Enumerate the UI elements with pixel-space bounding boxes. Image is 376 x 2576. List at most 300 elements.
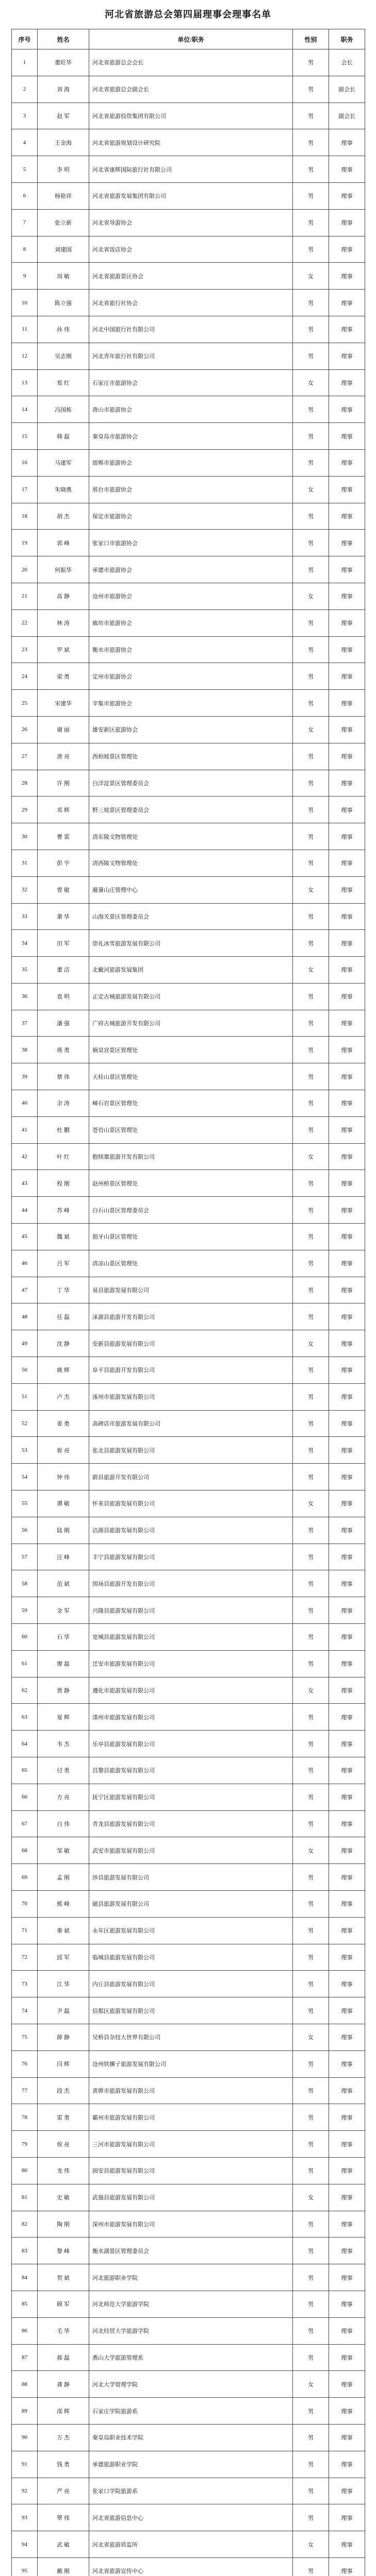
row-index: 4	[12, 129, 38, 156]
member-unit: 北戴河旅游发展集团	[89, 957, 293, 984]
member-name: 郑 红	[38, 369, 89, 396]
member-unit: 河北省旅游宣传中心	[89, 2557, 293, 2576]
member-role: 理事	[329, 1143, 365, 1170]
member-name: 何振华	[38, 556, 89, 583]
member-role: 理事	[329, 476, 365, 503]
member-name: 尹 磊	[38, 1997, 89, 2024]
member-gender: 男	[293, 396, 329, 423]
row-index: 19	[12, 530, 38, 556]
member-gender: 男	[293, 1704, 329, 1731]
member-unit: 正定古城旅游发展有限公司	[89, 983, 293, 1010]
member-unit: 涿州市旅游发展有限公司	[89, 1383, 293, 1410]
member-role: 理事	[329, 2291, 365, 2317]
member-gender: 女	[293, 957, 329, 984]
member-gender: 男	[293, 1517, 329, 1544]
member-name: 覃 伟	[38, 2504, 89, 2531]
member-unit: 围场县旅游开发有限公司	[89, 1570, 293, 1597]
member-gender: 男	[293, 1971, 329, 1997]
row-index: 36	[12, 983, 38, 1010]
table-row	[12, 1784, 365, 1810]
member-gender: 男	[293, 2050, 329, 2077]
member-unit: 武安市旅游发展有限公司	[89, 1837, 293, 1864]
row-index: 35	[12, 957, 38, 984]
member-gender: 男	[293, 1890, 329, 1917]
member-gender: 男	[293, 1864, 329, 1891]
member-role: 理事	[329, 2531, 365, 2558]
member-role: 理事	[329, 369, 365, 396]
member-unit: 河北省旅游规划设计研究院	[89, 129, 293, 156]
member-unit: 怀来县旅游发展有限公司	[89, 1490, 293, 1517]
table-row	[12, 850, 365, 876]
member-name: 万 杰	[38, 2424, 89, 2451]
member-name: 袁 明	[38, 983, 89, 1010]
member-name: 史 敏	[38, 2184, 89, 2211]
member-role: 理事	[329, 182, 365, 209]
member-role: 理事	[329, 1757, 365, 1784]
member-gender: 男	[293, 2398, 329, 2425]
row-index: 46	[12, 1250, 38, 1277]
member-name: 贺 斌	[38, 2264, 89, 2291]
row-index: 34	[12, 930, 38, 957]
member-role: 理事	[329, 1490, 365, 1517]
table-row	[12, 2531, 365, 2558]
member-role: 理事	[329, 1010, 365, 1037]
member-role: 理事	[329, 690, 365, 717]
table-row	[12, 2024, 365, 2050]
member-role: 理事	[329, 2184, 365, 2211]
member-role: 理事	[329, 556, 365, 583]
member-role: 理事	[329, 2398, 365, 2425]
row-index: 43	[12, 1170, 38, 1197]
row-index: 75	[12, 2024, 38, 2050]
member-unit: 石家庄学院旅游系	[89, 2398, 293, 2425]
member-name: 段 杰	[38, 2077, 89, 2104]
member-name: 曾 敏	[38, 876, 89, 903]
member-name: 刘建国	[38, 236, 89, 263]
member-role: 会长	[329, 49, 365, 76]
member-role: 理事	[329, 1116, 365, 1143]
row-index: 48	[12, 1303, 38, 1330]
table-row	[12, 476, 365, 503]
member-gender: 女	[293, 1837, 329, 1864]
row-index: 31	[12, 850, 38, 876]
table-row	[12, 2131, 365, 2158]
member-gender: 男	[293, 2264, 329, 2291]
member-gender: 男	[293, 556, 329, 583]
member-gender: 男	[293, 2451, 329, 2478]
row-index: 60	[12, 1624, 38, 1651]
member-name: 邓 辉	[38, 796, 89, 823]
member-role: 理事	[329, 316, 365, 343]
row-index: 79	[12, 2131, 38, 2158]
table-row	[12, 343, 365, 369]
member-name: 曹 雷	[38, 823, 89, 850]
member-role: 理事	[329, 1090, 365, 1117]
row-index: 14	[12, 396, 38, 423]
table-body	[12, 49, 365, 2576]
row-index: 22	[12, 609, 38, 636]
member-gender: 男	[293, 343, 329, 369]
table-row	[12, 1464, 365, 1490]
member-unit: 雄安新区旅游协会	[89, 716, 293, 743]
member-name: 龙 伟	[38, 2157, 89, 2184]
member-unit: 河北旅游职业学院	[89, 2264, 293, 2291]
table-row	[12, 2398, 365, 2425]
member-table	[11, 29, 365, 2576]
table-row	[12, 1437, 365, 1464]
row-index: 8	[12, 236, 38, 263]
member-unit: 沽源县旅游发展有限公司	[89, 1517, 293, 1544]
row-index: 55	[12, 1490, 38, 1517]
table-row	[12, 76, 365, 103]
member-name: 邵 辉	[38, 2398, 89, 2425]
member-role: 理事	[329, 129, 365, 156]
member-unit: 兴隆县旅游发展有限公司	[89, 1597, 293, 1624]
row-index: 90	[12, 2424, 38, 2451]
member-unit: 蔚县旅游开发有限公司	[89, 1464, 293, 1490]
row-index: 21	[12, 583, 38, 609]
table-row	[12, 2077, 365, 2104]
member-name: 侯 亮	[38, 2131, 89, 2158]
member-name: 崔 亮	[38, 1437, 89, 1464]
row-index: 30	[12, 823, 38, 850]
member-gender: 男	[293, 76, 329, 103]
member-name: 戴 刚	[38, 2557, 89, 2576]
member-role: 理事	[329, 1650, 365, 1677]
member-gender: 男	[293, 423, 329, 450]
table-row	[12, 663, 365, 690]
member-role: 理事	[329, 636, 365, 663]
member-unit: 阜平县旅游开发有限公司	[89, 1357, 293, 1384]
member-name: 吴志刚	[38, 343, 89, 369]
row-index: 91	[12, 2451, 38, 2478]
table-row	[12, 2451, 365, 2478]
header-cell: 性别	[293, 29, 329, 49]
table-row	[12, 1063, 365, 1090]
member-role: 理事	[329, 1677, 365, 1704]
member-gender: 男	[293, 530, 329, 556]
member-gender: 男	[293, 1224, 329, 1250]
row-index: 49	[12, 1330, 38, 1357]
member-role: 理事	[329, 1303, 365, 1330]
member-name: 魏 斌	[38, 1224, 89, 1250]
member-gender: 男	[293, 1197, 329, 1224]
member-role: 理事	[329, 1383, 365, 1410]
member-name: 石 华	[38, 1624, 89, 1651]
member-unit: 深州市旅游发展有限公司	[89, 2211, 293, 2238]
member-role: 理事	[329, 1357, 365, 1384]
table-row	[12, 636, 365, 663]
table-row	[12, 103, 365, 129]
member-name: 范 斌	[38, 1570, 89, 1597]
member-unit: 河北省饭店协会	[89, 236, 293, 263]
row-index: 85	[12, 2291, 38, 2317]
member-unit: 抱犊寨旅游开发有限公司	[89, 1143, 293, 1170]
table-row	[12, 2344, 365, 2371]
member-gender: 男	[293, 2344, 329, 2371]
row-index: 12	[12, 343, 38, 369]
member-gender: 男	[293, 1757, 329, 1784]
table-row	[12, 1597, 365, 1624]
member-gender: 男	[293, 903, 329, 930]
table-row	[12, 2504, 365, 2531]
member-role: 理事	[329, 1890, 365, 1917]
table-row	[12, 690, 365, 717]
member-name: 顾 军	[38, 2291, 89, 2317]
member-role: 理事	[329, 983, 365, 1010]
row-index: 69	[12, 1864, 38, 1891]
row-index: 18	[12, 503, 38, 530]
table-row	[12, 1303, 365, 1330]
row-index: 29	[12, 796, 38, 823]
member-gender: 男	[293, 1731, 329, 1757]
member-role: 理事	[329, 209, 365, 236]
member-name: 董旺华	[38, 49, 89, 76]
table-row	[12, 1810, 365, 1837]
member-name: 贾 静	[38, 1677, 89, 1704]
row-index: 64	[12, 1731, 38, 1757]
member-gender: 男	[293, 156, 329, 183]
member-name: 朱晓燕	[38, 476, 89, 503]
member-name: 马建军	[38, 449, 89, 476]
member-name: 韩 磊	[38, 423, 89, 450]
member-name: 汪 峰	[38, 1544, 89, 1570]
table-row	[12, 583, 365, 609]
member-gender: 男	[293, 1170, 329, 1197]
member-unit: 狼牙山景区管理处	[89, 1224, 293, 1250]
table-row	[12, 1250, 365, 1277]
member-role: 理事	[329, 2504, 365, 2531]
row-index: 57	[12, 1544, 38, 1570]
member-gender: 男	[293, 129, 329, 156]
member-unit: 天桂山景区管理处	[89, 1063, 293, 1090]
member-unit: 燕山大学旅游管理系	[89, 2344, 293, 2371]
member-unit: 河北省旅游信息中心	[89, 2504, 293, 2531]
row-index: 84	[12, 2264, 38, 2291]
row-index: 6	[12, 182, 38, 209]
table-row	[12, 1544, 365, 1570]
member-name: 杜 鹏	[38, 1116, 89, 1143]
member-gender: 女	[293, 263, 329, 290]
table-row	[12, 1944, 365, 1971]
row-index: 50	[12, 1357, 38, 1384]
member-name: 郝 磊	[38, 2344, 89, 2371]
table-row	[12, 209, 365, 236]
member-unit: 河北省旅游总会会长	[89, 49, 293, 76]
member-unit: 涞源县旅游开发有限公司	[89, 1303, 293, 1330]
table-row	[12, 876, 365, 903]
table-row	[12, 423, 365, 450]
member-unit: 张家口学院旅游系	[89, 2478, 293, 2504]
member-name: 唐 亮	[38, 743, 89, 770]
member-gender: 男	[293, 796, 329, 823]
member-gender: 男	[293, 983, 329, 1010]
member-unit: 河北省导游协会	[89, 209, 293, 236]
table-row	[12, 2104, 365, 2131]
member-role: 理事	[329, 423, 365, 450]
member-unit: 迁安市旅游发展有限公司	[89, 1650, 293, 1677]
member-name: 金 军	[38, 1597, 89, 1624]
table-row	[12, 930, 365, 957]
member-name: 付 勇	[38, 1757, 89, 1784]
member-unit: 安新县旅游发展有限公司	[89, 1330, 293, 1357]
member-unit: 河北青年旅行社有限公司	[89, 343, 293, 369]
member-role: 理事	[329, 903, 365, 930]
member-role: 理事	[329, 1330, 365, 1357]
member-name: 罗 斌	[38, 636, 89, 663]
table-row	[12, 1357, 365, 1384]
member-gender: 女	[293, 1330, 329, 1357]
row-index: 15	[12, 423, 38, 450]
row-index: 59	[12, 1597, 38, 1624]
member-name: 林 涛	[38, 609, 89, 636]
member-role: 理事	[329, 823, 365, 850]
header-cell: 职务	[329, 29, 365, 49]
member-gender: 男	[293, 1383, 329, 1410]
member-gender: 男	[293, 2077, 329, 2104]
table-row	[12, 1116, 365, 1143]
member-role: 理事	[329, 2024, 365, 2050]
member-unit: 滦州市旅游发展有限公司	[89, 1704, 293, 1731]
row-index: 45	[12, 1224, 38, 1250]
member-role: 理事	[329, 343, 365, 369]
row-index: 72	[12, 1944, 38, 1971]
member-role: 理事	[329, 716, 365, 743]
member-unit: 遵化市旅游发展有限公司	[89, 1677, 293, 1704]
member-unit: 河北省旅游发展集团有限公司	[89, 182, 293, 209]
member-gender: 男	[293, 2291, 329, 2317]
table-row	[12, 1277, 365, 1303]
member-unit: 抚宁区旅游发展有限公司	[89, 1784, 293, 1810]
member-unit: 白洋淀景区管理委员会	[89, 770, 293, 796]
member-name: 白 伟	[38, 1810, 89, 1837]
member-name: 姚 辉	[38, 1357, 89, 1384]
member-name: 陆 刚	[38, 1517, 89, 1544]
member-gender: 男	[293, 1010, 329, 1037]
member-role: 理事	[329, 2264, 365, 2291]
member-role: 理事	[329, 770, 365, 796]
member-name: 谢 丽	[38, 716, 89, 743]
member-unit: 青龙县旅游发展有限公司	[89, 1810, 293, 1837]
member-gender: 男	[293, 1116, 329, 1143]
table-row	[12, 957, 365, 984]
member-role: 理事	[329, 2317, 365, 2344]
member-gender: 男	[293, 1784, 329, 1810]
member-role: 理事	[329, 1410, 365, 1437]
member-role: 理事	[329, 663, 365, 690]
member-gender: 男	[293, 2104, 329, 2131]
row-index: 78	[12, 2104, 38, 2131]
member-gender: 男	[293, 850, 329, 876]
member-unit: 清凉山景区管理处	[89, 1250, 293, 1277]
table-row	[12, 1971, 365, 1997]
member-gender: 男	[293, 1090, 329, 1117]
table-row	[12, 1330, 365, 1357]
member-unit: 丰宁县旅游发展有限公司	[89, 1544, 293, 1570]
member-unit: 高碑店市旅游发展有限公司	[89, 1410, 293, 1437]
member-name: 方 亮	[38, 1784, 89, 1810]
member-role: 理事	[329, 1037, 365, 1063]
member-gender: 男	[293, 49, 329, 76]
member-unit: 河北中国旅行社有限公司	[89, 316, 293, 343]
member-name: 苏 峰	[38, 1197, 89, 1224]
member-gender: 男	[293, 182, 329, 209]
member-name: 陶 刚	[38, 2211, 89, 2238]
table-row	[12, 2238, 365, 2264]
member-role: 理事	[329, 609, 365, 636]
member-role: 理事	[329, 1250, 365, 1277]
member-name: 蔡 伟	[38, 1063, 89, 1090]
row-index: 27	[12, 743, 38, 770]
member-name: 杨艳祥	[38, 182, 89, 209]
member-gender: 男	[293, 2504, 329, 2531]
member-role: 理事	[329, 2557, 365, 2576]
table-row	[12, 1997, 365, 2024]
member-gender: 女	[293, 2024, 329, 2050]
member-unit: 易县旅游发展有限公司	[89, 1277, 293, 1303]
member-name: 郭 峰	[38, 530, 89, 556]
row-index: 71	[12, 1917, 38, 1944]
member-unit: 廊坊市旅游协会	[89, 609, 293, 636]
row-index: 1	[12, 49, 38, 76]
member-unit: 吴桥县杂技大世界有限公司	[89, 2024, 293, 2050]
member-name: 梁 勇	[38, 663, 89, 690]
member-unit: 河北师范大学旅游学院	[89, 2291, 293, 2317]
member-gender: 男	[293, 2424, 329, 2451]
member-role: 理事	[329, 1544, 365, 1570]
page-title: 河北省旅游总会第四届理事会理事名单	[105, 9, 271, 20]
table-row	[12, 1037, 365, 1063]
table-row	[12, 1410, 365, 1437]
member-unit: 黄骅市旅游发展有限公司	[89, 2077, 293, 2104]
member-gender: 男	[293, 2131, 329, 2158]
member-gender: 男	[293, 1997, 329, 2024]
member-unit: 河北省旅游景区协会	[89, 263, 293, 290]
member-gender: 男	[293, 1250, 329, 1277]
member-name: 吕 军	[38, 1250, 89, 1277]
member-role: 理事	[329, 1917, 365, 1944]
row-index: 41	[12, 1116, 38, 1143]
row-index: 82	[12, 2211, 38, 2238]
table-row	[12, 2157, 365, 2184]
member-unit: 定州市旅游协会	[89, 663, 293, 690]
member-role: 理事	[329, 449, 365, 476]
row-index: 93	[12, 2504, 38, 2531]
member-name: 秦 斌	[38, 1917, 89, 1944]
member-role: 理事	[329, 263, 365, 290]
member-role: 理事	[329, 1197, 365, 1224]
member-name: 潘 强	[38, 1010, 89, 1037]
member-name: 夏 辉	[38, 1704, 89, 1731]
table-row	[12, 1224, 365, 1250]
row-index: 77	[12, 2077, 38, 2104]
member-name: 叶 红	[38, 1143, 89, 1170]
member-gender: 男	[293, 503, 329, 530]
table-row	[12, 263, 365, 290]
member-unit: 涉县旅游发展有限公司	[89, 1864, 293, 1891]
table-row	[12, 129, 365, 156]
member-gender: 男	[293, 690, 329, 717]
member-role: 理事	[329, 2211, 365, 2238]
member-unit: 永年区旅游发展有限公司	[89, 1917, 293, 1944]
member-name: 孙 伟	[38, 316, 89, 343]
header-cell: 单位/职务	[89, 29, 293, 49]
member-gender: 男	[293, 1597, 329, 1624]
member-gender: 男	[293, 1464, 329, 1490]
member-unit: 清东陵文物管理处	[89, 823, 293, 850]
row-index: 61	[12, 1650, 38, 1677]
member-gender: 女	[293, 2371, 329, 2398]
